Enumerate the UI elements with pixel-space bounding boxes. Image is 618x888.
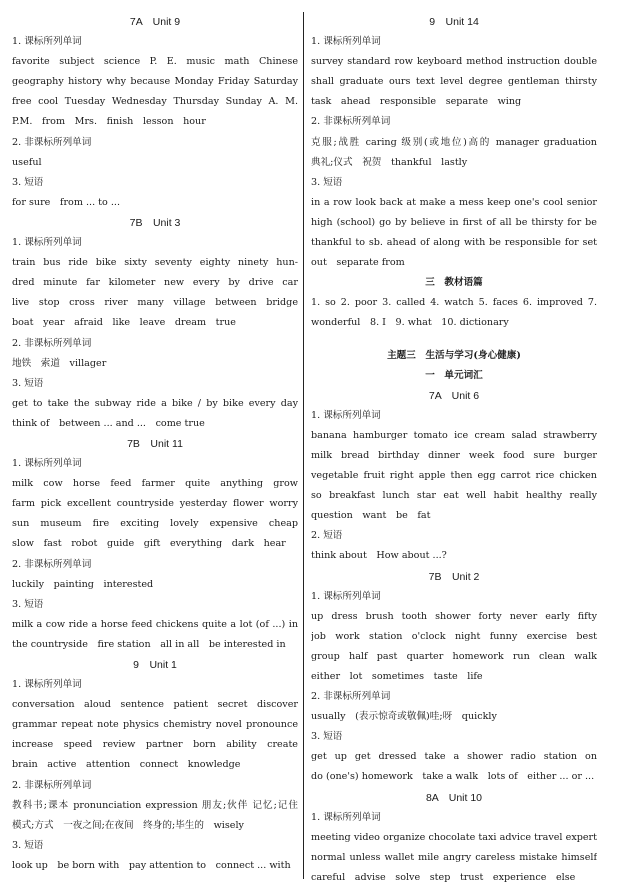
text-line: 典礼;仪式 祝贺 thankful lastly (311, 156, 468, 168)
text-line: 2. 非课标所列单词 (311, 116, 391, 128)
text-line: 地铁 索道 villager (12, 357, 107, 369)
text-line: conversation aloud sentence patient secret discover (12, 699, 298, 711)
text-line: normal unless wallet mile angry careless mistake himself (311, 851, 597, 863)
text-line: useful (12, 156, 42, 168)
text-line: live stop cross river many village between bridge (12, 297, 298, 309)
text-line: out separate from (311, 257, 405, 269)
section-heading: 一 单元词汇 (425, 369, 483, 381)
text-line: for sure from ... to ... (12, 196, 121, 208)
text-line: 3. 短语 (311, 176, 343, 188)
text-line: grammar repeat note physics chemistry novel pronounce (12, 719, 298, 731)
text-line: P.M. from Mrs. finish lesson hour (12, 116, 206, 128)
text-line: brain active attention connect knowledge (12, 759, 241, 771)
text-line: 1. 课标所列单词 (12, 458, 82, 470)
text-line: get up get dressed take a shower radio station on (311, 751, 597, 763)
text-line: wonderful 8. I 9. what 10. dictionary (311, 317, 509, 329)
section-heading: 三 教材语篇 (425, 277, 483, 289)
text-line: 1. 课标所列单词 (12, 36, 82, 48)
text-line: dred minute far kilometer new every by drive car (12, 277, 298, 289)
text-line: survey standard row keyboard method instruction double (311, 56, 597, 68)
text-line: careful advise solve step trust experience else (311, 871, 576, 883)
text-line: sun museum fire exciting lovely expensive cheap (12, 518, 298, 530)
text-line: the countryside fire station all in all be interested in (12, 638, 286, 650)
unit-heading: 9 Unit 1 (133, 659, 177, 671)
text-line: group half past quarter homework run clean walk (311, 650, 597, 662)
text-line: so breakfast lunch star eat well habit healthy really (311, 490, 597, 502)
unit-heading: 7B Unit 11 (127, 437, 183, 450)
text-line: slow fast robot guide gift everything dark hear (12, 538, 286, 550)
text-line: 2. 短语 (311, 530, 343, 542)
text-line: 3. 短语 (311, 731, 343, 743)
text-line: think about How about ...? (311, 550, 447, 562)
text-line: 克服;战胜 caring 级别(或地位)高的 manager graduation (311, 136, 597, 148)
text-line: 2. 非课标所列单词 (12, 779, 92, 791)
text-line: boat year afraid like leave dream true (12, 317, 236, 329)
text-line: shall graduate ours text level degree gentleman thirsty (311, 76, 597, 88)
text-line: milk cow horse feed farmer quite anything grow (12, 478, 298, 490)
text-line: 3. 短语 (12, 839, 44, 851)
text-line: look up be born with pay attention to connect ... with (12, 859, 291, 871)
section-heading: 主题三 生活与学习(身心健康) (387, 349, 521, 361)
text-line: 2. 非课标所列单词 (311, 691, 391, 703)
text-line: 2. 非课标所列单词 (12, 337, 92, 349)
text-line: think of between ... and ... come true (12, 417, 205, 429)
text-line: increase speed review partner born ability create (12, 739, 298, 751)
text-line: 1. so 2. poor 3. called 4. watch 5. faces 6. improved 7. (311, 297, 597, 309)
text-line: train bus ride bike sixty seventy eighty ninety hun- (12, 257, 298, 269)
unit-heading: 8A Unit 10 (425, 791, 483, 804)
text-line: 2. 非课标所列单词 (12, 558, 92, 570)
unit-heading: 7A Unit 9 (129, 16, 181, 28)
text-line: do (one's) homework take a walk lots of either ... or ... (311, 771, 595, 783)
spacer (311, 334, 597, 346)
text-line: 1. 课标所列单词 (311, 590, 381, 602)
text-line: 1. 课标所列单词 (12, 679, 82, 691)
text-line: free cool Tuesday Wednesday Thursday Sunday A. M. (12, 96, 298, 108)
column-divider (303, 12, 304, 879)
text-line: 教科书;课本 pronunciation expression 朋友;伙伴 记忆;记住 (12, 799, 298, 811)
unit-heading: 7B Unit 2 (428, 570, 480, 583)
left-column (12, 12, 298, 876)
text-line: usually (表示惊奇或敬佩)哇;呀 quickly (311, 711, 497, 723)
text-line: task ahead responsible separate wing (311, 96, 522, 108)
text-line: 1. 课标所列单词 (311, 811, 381, 823)
text-line: favorite subject science P. E. music math Chinese (12, 56, 298, 68)
text-line: job work station o'clock night funny exercise best (311, 630, 597, 642)
text-line: 3. 短语 (12, 598, 44, 610)
text-line: thankful to sb. ahead of along with be responsible for set (311, 237, 597, 249)
text-line: up dress brush tooth shower forty never early fifty (311, 610, 597, 622)
text-line: 3. 短语 (12, 176, 44, 188)
text-line: 1. 课标所列单词 (12, 237, 82, 249)
text-line: 1. 课标所列单词 (311, 36, 381, 48)
text-line: farm pick excellent countryside yesterday flower worry (12, 498, 298, 510)
text-line: question want be fat (311, 510, 431, 522)
text-line: banana hamburger tomato ice cream salad strawberry (311, 429, 597, 441)
unit-heading: 7B Unit 3 (129, 216, 181, 229)
text-line: get to take the subway ride a bike / by bike every day (12, 397, 298, 409)
unit-heading: 7A Unit 6 (428, 389, 480, 402)
text-line: in a row look back at make a mess keep one's cool senior (311, 196, 597, 208)
text-line: 模式;方式 一夜之间;在夜间 终身的;毕生的 wisely (12, 819, 244, 831)
text-line: geography history why because Monday Friday Saturday (12, 76, 298, 88)
text-line: 2. 非课标所列单词 (12, 136, 92, 148)
text-line: luckily painting interested (12, 578, 154, 590)
text-line: vegetable fruit right apple then egg carrot rice chicken (311, 470, 597, 482)
text-line: milk bread birthday dinner week food sure burger (311, 449, 597, 461)
unit-heading: 9 Unit 14 (429, 16, 479, 28)
text-line: milk a cow ride a horse feed chickens quite a lot (of ...) in (12, 618, 298, 630)
text-line: 3. 短语 (12, 377, 44, 389)
right-column (311, 12, 597, 888)
text-line: either lot sometimes taste life (311, 671, 483, 682)
text-line: 1. 课标所列单词 (311, 409, 381, 421)
text-line: high (school) go by believe in first of all be thirsty for be (311, 216, 597, 228)
text-line: meeting video organize chocolate taxi advice travel expert (311, 831, 597, 843)
